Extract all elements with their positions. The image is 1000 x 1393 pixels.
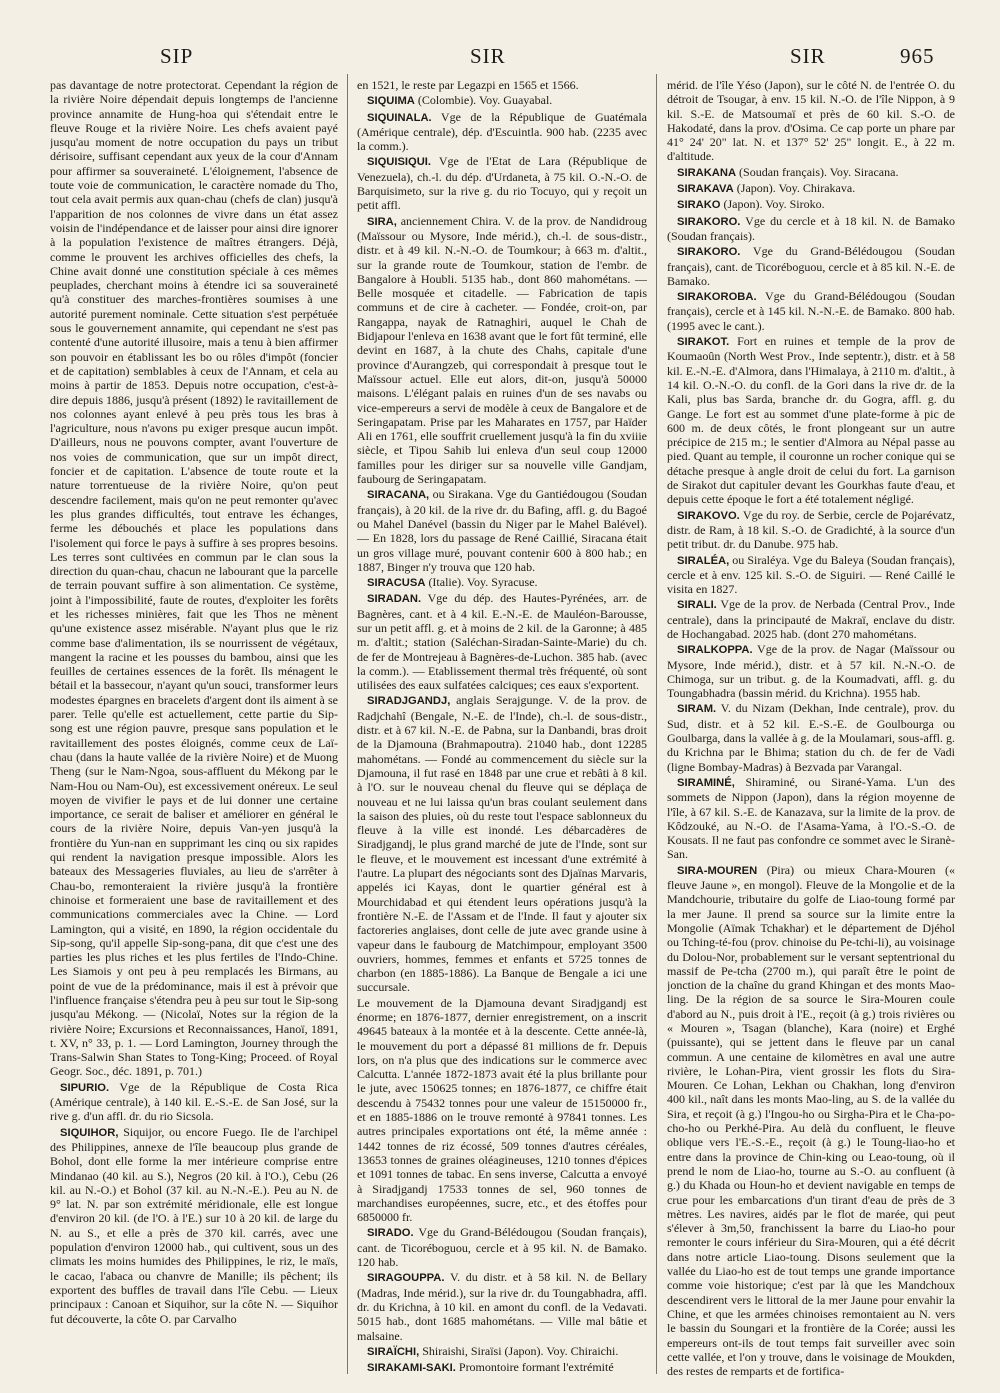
entry-text: anglais Serajgunge. V. de la prov. de Radjchahî (Bengale, N.-E. de l'Inde), ch.-l. de sous-distr., distr. et à 67 kil. N.-E. de Pabna, sur la Danbandi, bras droit de la Djamouna (Brahmapoutra). 21040 hab., dont 12285 mahométans. — Fondé au commencement du siècle sur la Djamouna, il fut rasé en 1848 par une crue et rebâti à 8 kil. à l'O. sur le nouveau chenal du fleuve qui se déplaça de nouveau et ne lui laissa qu'un bras coulant seulement dans la saison des pluies, où du reste tout l'espace sablonneux du fleuve à la ville est inondé. Les débarcadères de Siradjgandj, le plus grand marché de jute de l'Inde, sont sur le fleuve, et le mouvement est incessant d'une extrémité à l'autre. La plupart des négociants sont des Djaïnas Marvaris, appelés ici Kayas, dont le quartier général est à Mourchidabad et qui étendent leurs opérations jusqu'à la frontière N.-E. de l'Assam et de l'Inde. Il faut y ajouter six factoreries anglaises, dont celle de jute avec grande usine à vapeur dans le faubourg de Matchimpour, employant 3500 ouvriers, hommes, femmes et enfants et 5725 tonnes de charbon (en 1885-1886). La Banque de Bengale a ici une succursale. — [357, 693, 647, 995]
entry-text: Vge de l'Etat de Lara (République de Venezuela), ch.-l. du dép. d'Urdaneta, à 75 kil. O.-N.-O. de Barquisimeto, sur la rive g. du rio Tocuyo, qui y reçoit un petit affl. — [357, 154, 647, 213]
entry-text: Vge du Grand-Bélédougou (Soudan français), cant. de Ticoréboguou, cercle et à 95 kil. N. de Bamako. 120 hab. — [357, 1225, 647, 1270]
dictionary-entry — [50, 1125, 338, 1326]
dictionary-entry — [357, 214, 647, 487]
entry-text: (Pira) ou mieux Chara-Mouren (« fleuve Jaune », en mongol). Fleuve de la Mongolie et de la Mandchourie, tributaire du golfe de Liao-toung formé par la mer Jaune. Il prend sa source sur la limite entre la Mongolie (Aïmak Tchakhar) et le département de Djéhol ou Tching-té-fou (prov. chinoise du Pe-tchi-li), au voisinage du Dolou-Nor, probablement sur le versant septentrional du massif de Pe-tcha (2700 m.), qui paraît être le point de jonction de la chaîne du grand Khingan et des monts Mao-ling. De la région de sa source le Sira-Mouren coule d'abord au N., puis droit à l'E., reçoit (à g.) trois rivières ou « Mouren », Tsagan (blanche), Kara (noire) et Erghé (puissante), qui se jettent dans le fleuve par un canal commun. A une centaine de kilomètres en aval une autre rivière, le Lohan-Pira, vient grossir les flots du Sira-Mouren. Ce Lohan, Lekhan ou Chakhan, long d'environ 400 kil., naît dans les monts Mao-ling, au S. de la vallée du Sira, et reçoit (à g.) l'Ingou-ho ou Sirgha-Pira et le Cha-po-cho-ho ou Perkhé-Pira. Au delà du confluent, le fleuve oblique vers l'E.-S.-E., reçoit (à g.) le Toung-liao-ho et entre dans la province de Chin-king ou Leao-toung, où il prend le nom de Liao-ho, tourne au S.-O. au confluent (à g.) du Khada ou Houn-ho et devient navigable en temps de crue pour les embarcations d'un tirant d'eau de près de 3 mètres. Les navires, aidés par le flot de marée, qui peut s'élever à 3m,50, franchissent la barre du Liao-ho pour remonter le cours inférieur du Sira-Mouren, qui a été décrit dans notre article Liao-toung. Disons seulement que la vallée du Liao-ho est de tout temps une grande importance comme voie historique; c'est par là que les Mandchoux descendirent vers le littoral de la mer Jaune pour envahir la Chine, et que les armées chinoises remontaient au N. vers le bassin du Soungari et la frontière de la Corée; aussi les empereurs ont-ils de tout temps fait surveiller avec soin cette vallée, et l'on y trouve, dans le voisinage de Moukden, des restes de remparts et de fortifica- — [667, 862, 955, 1379]
entry-text: Shiraishi, Siraïsi (Japon). Voy. Chiraichi. — [422, 1343, 619, 1358]
entry-text: Vge de la République de Guatémala (Amérique centrale), dép. d'Escuintla. 900 hab. (2235 avec la comm.). — [357, 109, 647, 154]
entry-headword: SIRA-MOUREN — [677, 864, 758, 877]
entry-headword: SIRAM. — [677, 703, 717, 716]
entry-headword: SIRALI. — [677, 599, 717, 612]
column-right — [667, 78, 955, 1383]
entry-text: (Soudan français). Voy. Siracana. — [739, 164, 899, 179]
dictionary-entry — [667, 597, 955, 641]
entry-headword: SIQUISIQUI. — [367, 156, 432, 169]
entry-headword: SIRAKO — [677, 199, 721, 212]
column-left — [50, 78, 338, 1383]
entry-headword: SIRADJGANDJ, — [367, 695, 451, 708]
entry-headword: SIRADO. — [367, 1227, 414, 1240]
entry-text: Le mouvement de la Djamouna devant Siradjgandj est énorme; en 1876-1877, dernier enregistrement, on a inscrit 49645 bateaux à la montée et à la descente. Cette année-là, le mouvement du port a dépassé 81 millions de fr. Depuis lors, on n'a plus que des indications sur le commerce avec Calcutta. L'année 1872-1873 avait été la plus brillante pour le jute, avec 150625 tonnes; en 1876-1877, ce chiffre était descendu à 75432 tonnes pour une valeur de 15150000 fr., et en 1885-1886 on le trouve remonté à 97841 tonnes. Les autres principales exportations ont été, la même année : 1442 tonnes de riz écossé, 509 tonnes d'autres céréales, 13653 tonnes de graines oléagineuses, 1210 tonnes d'épices et 1091 tonnes de tabac. En sens inverse, Calcutta a envoyé à Siradjgandj 17533 tonnes de sel, 960 tonnes de marchandises européennes, sucre, etc., et des étoffes pour 6850000 fr. — [357, 995, 647, 1225]
dictionary-entry — [667, 244, 955, 288]
dictionary-entry — [667, 863, 955, 1379]
dictionary-entry — [357, 1344, 647, 1359]
dictionary-entry — [357, 996, 647, 1225]
entry-text: Vge du Grand-Bélédougou (Soudan français), cant. de Ticoréboguou, cercle et à 85 kil. N.-E. de Bamako. — [667, 244, 955, 288]
entry-headword: SIRAÏCHI, — [367, 1345, 420, 1358]
entry-headword: SIRALÉA, — [677, 554, 730, 567]
dictionary-entry — [667, 214, 955, 244]
dictionary-entry — [667, 165, 955, 180]
entry-headword: SIRAKORO. — [677, 246, 741, 259]
running-head-center: SIR — [470, 44, 506, 68]
column-divider — [347, 74, 348, 1374]
entry-text: Vge du Grand-Bélédougou (Soudan français), cercle et à 145 kil. N.-N.-E. de Bamako. 800 hab. (1995 avec le cant.). — [667, 289, 955, 333]
entry-text: mérid. de l'île Yéso (Japon), sur le côté N. de l'entrée O. du détroit de Tsougar, à env. 15 kil. N.-O. de l'île Nippon, à 9 kil. S.-E. de Matsoumaï et près de 60 kil. S.-O. de Hakodaté, dans la prov. d'Osima. Ce cap porte un phare par 41° 24' 20" lat. N. et 137° 52' 25" longit. E., à 22 m. d'altitude. — [667, 78, 955, 164]
entry-text: anciennement Chira. V. de la prov. de Nandidroug (Maïssour ou Mysore, Inde mérid.), ch.-l. de sous-distr., distr. et à 49 kil. N.-N.-O. de Toumkour; à 663 m. d'altit., sur la grande route de Toumkour, station de l'embr. de Bangalore à Houbli. 5135 hab., dont 860 mahométans. — Belle mosquée et citadelle. — Fabrication de tapis communs et de cire à cacheter. — Fondée, croit-on, par Rangappa, nayak de Ratnaghiri, auquel le Chah de Bidjapour l'enleva en 1638 avant que le fort fût terminé, elle devint en 1687, à la chute des Chahs, capitale d'une province d'Aurangzeb, qui correspondait à presque tout le Maïssour actuel. Elle eut alors, dit-on, jusqu'à 50000 maisons. L'élégant palais en ruines d'un de ses navabs ou vice-empereurs a servi de modèle à ceux de Bangalore et de Seringapatam. Prise par les Maharates en 1757, par Haïder Ali en 1761, elle souffrit cruellement jusqu'à la fin du xviiie siècle, et Tipou Sahib lui enleva d'un seul coup 12000 familles pour les diriger sur sa nouvelle ville Gandjam, faubourg de Seringapatam. — [357, 213, 647, 487]
entry-text: (Colombie). Voy. Guayabal. — [417, 93, 553, 108]
dictionary-entry — [667, 775, 955, 862]
entry-text: (Japon). Voy. Chirakava. — [736, 181, 856, 196]
entry-headword: SIRALKOPPA. — [677, 644, 753, 657]
entry-text: Vge du dép. des Hautes-Pyrénées, arr. de Bagnères, cant. et à 4 kil. E.-N.-E. de Mauléon-Barousse, sur un petit affl. g. et à moins de 2 kil. de la Garonne; à 485 m. d'altit.; station (Saléchan-Siradan-Sainte-Marie) du ch. de fer de Montrejeau à Bagnères-de-Luchon. 385 hab. (avec la comm.). — Etablissement thermal très fréquenté, où sont utilisées des eaux sulfatées calciques; ces eaux s'exportent. — [357, 591, 647, 693]
entry-text: Siquijor, ou encore Fuego. Ile de l'archipel des Philippines, annexe de l'île beaucoup plus grande de Bohol, dont elle forme la mer intérieure comprise entre Mindanao (40 kil. au S.), Negros (20 kil. à l'O.), Cebu (26 kil. au N.-O.) et Bohol (37 kil. au N.-N.-E.). Peu au N. de 9° lat. N. par son extrémité méridionale, elle est longue d'environ 20 kil. (de l'O. à l'E.) sur 10 à 20 kil. de large du N. au S., et elle a près de 370 kil. carrés, avec une population d'environ 12000 hab., qui cultivent, sous un des climats les moins humides des Philippines, le riz, le maïs, le cacao, l'abaca ou chanvre de Manille; ils pêchent; ils exportent des buffles de travail dans l'île Cebu. — Lieux principaux : Canoan et Siquihor, sur la côte N. — Siquihor fut découverte, la côte O. par Carvalho — [50, 1124, 338, 1326]
dictionary-entry — [357, 487, 647, 574]
running-head-right: SIR — [790, 44, 826, 68]
entry-text: ou Sirakana. Vge du Gantiédougou (Soudan français), à 20 kil. de la rive dr. du Bafing, affl. g. du Bagoé ou Mahel Danével (bassin du Niger par le Mahel Balével). — En 1828, lors du passage de René Caillié, Siracana était un gros village muré, pouvant contenir 600 à 800 hab.; en 1887, Binger n'y trouva que 120 hab. — [357, 487, 647, 574]
entry-headword: SIRAGOUPPA. — [367, 1272, 445, 1285]
entry-text: Vge du roy. de Serbie, cercle de Pojarévatz, distr. de Ram, à 18 kil. S.-O. de Gradichté, à la source d'un petit tribut. dr. du Danube. 975 hab. — [667, 507, 955, 552]
entry-headword: SIRAKAVA — [677, 183, 734, 196]
entry-headword: SIRA, — [367, 215, 397, 228]
entry-text: Shiraminé, ou Sirané-Yama. L'un des sommets de Nippon (Japon), dans la région moyenne de l'île, à 67 kil. S.-E. de Kanazava, sur la limite de la prov. de Kôdzouké, au N.-O. de l'Asama-Yama, à l'O.-S.-O. de Kousats. Il ne faut pas confondre ce sommet avec le Siranè-San. — [667, 774, 955, 862]
dictionary-entry — [667, 553, 955, 597]
dictionary-entry — [357, 1360, 647, 1375]
entry-headword: SIRAKAMI-SAKI. — [367, 1362, 456, 1375]
dictionary-entry — [50, 78, 338, 1079]
entry-headword: SIQUIMA — [367, 95, 415, 108]
entry-headword: SIRAMINÉ, — [677, 776, 735, 789]
entry-text: ou Siraléya. Vge du Baleya (Soudan français), cercle et à env. 125 kil. S.-O. de Siguiri. — René Caillé le visita en 1827. — [667, 552, 955, 597]
page-number: 965 — [900, 44, 935, 68]
dictionary-entry — [667, 508, 955, 552]
entry-headword: SIRAKOVO. — [677, 509, 740, 522]
running-head-left: SIP — [160, 44, 194, 68]
dictionary-entry — [667, 78, 955, 164]
entry-headword: SIQUINALA. — [367, 111, 432, 124]
entry-headword: SIQUIHOR, — [60, 1126, 119, 1139]
dictionary-entry — [357, 591, 647, 692]
entry-headword: SIRACANA, — [367, 489, 430, 502]
dictionary-entry — [667, 181, 955, 196]
entry-text: Fort en ruines et temple de la prov de Koumaoûn (North West Prov., Inde septentr.), distr. et à 58 kil. E.-N.-E. d'Almora, dans l'Himalaya, à 2110 m. d'altit., à 14 kil. O.-N.-O. du confl. de la Gori dans la rive dr. de la Kali, plus bas Sarda, branche dr. du Gogra, affl. g. du Gange. Le fort est au sommet d'une plate-forme à pic de 600 m. de deux côtés, le front plongeant sur un autre précipice de 215 m.; le sentier d'Almora au Népal passe au pied. Quant au temple, il couronne un rocher conique qui se détache presque à angle droit de celui du fort. La garnison de Sirakot dut capituler devant les Gourkhas faute d'eau, et depuis cette époque le fort a été totalement négligé. — [667, 334, 955, 507]
dictionary-entry — [50, 1080, 338, 1124]
dictionary-entry — [357, 93, 647, 108]
dictionary-entry — [357, 110, 647, 154]
entry-text: en 1521, le reste par Legazpi en 1565 et 1566. — [357, 78, 579, 92]
column-center — [357, 78, 647, 1383]
column-divider — [656, 74, 657, 1374]
entry-text: Promontoire formant l'extrémité — [458, 1360, 614, 1375]
dictionary-entry — [357, 154, 647, 212]
dictionary-entry — [667, 701, 955, 773]
entry-headword: SIRAKANA — [677, 166, 737, 179]
entry-text: Vge de la République de Costa Rica (Amérique centrale), à 140 kil. E.-S.-E. de San José, sur la rive g. d'un affl. dr. du rio Sicsola. — [50, 1079, 338, 1124]
entry-text: Vge de la prov. de Nagar (Maïssour ou Mysore, Inde mérid.), distr. et à 57 kil. N.-N.-O. de Chimoga, sur un tribut. g. de la Koumadvati, affl. g. du Toungabhadra (bassin mérid. du Krichna). 1955 hab. — [667, 642, 955, 701]
entry-headword: SIRAKORO. — [677, 215, 741, 228]
entry-text: V. du distr. et à 58 kil. N. de Bellary (Madras, Inde mérid.), sur la rive dr. du Toungabhadra, affl. dr. du Krichna, à 10 kil. en amont du confl. de la Vedavati. 5015 hab., dont 1685 mahométans. — Ville mal bâtie et malsaine. — [357, 1270, 647, 1343]
dictionary-entry — [357, 1225, 647, 1269]
dictionary-entry — [667, 642, 955, 700]
entry-text: Vge du cercle et à 18 kil. N. de Bamako (Soudan français). — [667, 213, 955, 243]
dictionary-entry — [357, 693, 647, 994]
entry-text: V. du Nizam (Dekhan, Inde centrale), prov. du Sud, distr. et à 52 kil. E.-S.-E. de Goulbourga ou Goulbarga, dans la vallée à g. de la Moulamari, sous-affl. g. du Krichna par le Bhima; station du ch. de fer de Vadi (ligne Bombay-Madras) à Bezvada par Varangal. — [667, 701, 955, 774]
entry-text: (Japon). Voy. Siroko. — [723, 197, 825, 212]
page-header — [0, 44, 1000, 74]
entry-headword: SIRAKOT. — [677, 336, 730, 349]
entry-text: pas davantage de notre protectorat. Cependant la région de la rivière Noire dépendait depuis longtemps de l'ancienne province annamite de Hung-hoa qui s'étendait entre le fleuve Rouge et la rivière Noire. Les chefs avaient payé jusqu'au moment de notre occupation du pays un tribut dérisoire, suffisant cependant aux yeux de la cour d'Annam pour affirmer sa souveraineté. L'éloignement, l'absence de toute voie de communication, le caractère nomade du Tho, tout cela avait permis aux quan-chau (chefs de clan) jusqu'à l'apparition de nos colonnes de vivre dans un état assez voisin de l'indépendance et de laisser pour ainsi dire ignorer à la population l'existence de maîtres étrangers. Déjà, comme le prouvent les archives officielles des chefs, la Chine avait donné une constitution spéciale à ces mêmes peuplades, cherchant moins à étendre ici sa souveraineté qu'à constituer des marches-frontières soumises à une autorité purement nominale. Cette situation s'est perpétuée sous le gouvernement annamite, qui cependant ne s'est pas contenté d'une autorité illusoire, mais a tenu à bien affirmer son pouvoir en établissant les bo ou rôles d'impôt (foncier et de capitation) semblables à ceux de l'Annam, et cela au moins à partir de 1853. Depuis notre occupation, c'est-à-dire depuis 1886, jusqu'à présent (1892) le ravitaillement de nos colonnes ayant enlevé à peu près tous les bras à l'agriculture, nous n'avons pu exiger presque aucun impôt. D'ailleurs, nous ne pouvons compter, avant l'ouverture de nos voies de communication, que sur un impôt direct, foncier et de capitation. L'absence de toute route et la nature torrentueuse de la rivière Noire, qu'on peut descendre facilement, mais qu'on ne peut remonter qu'avec les plus grandes difficultés, tout entrave les échanges, ferme les débouchés et place les populations dans l'isolement qui force le pays à suffire à ses propres besoins. Les terres sont cultivées en commun par le clan sous la direction du quan-chau, chacun ne labourant que la parcelle de terrain pouvant suffire à son alimentation. Ce système, joint à l'impossibilité, faute de routes, d'exploiter les forêts et les richesses minières, fait que les Thos ne mènent qu'une existence assez misérable. N'ayant plus que le riz comme base d'alimentation, ils se nourrissent de végétaux, mangent la racine et les pousses du bambou, ainsi que les feuilles de certaines essences de la forêt. Ils ménagent le bétail et la bassecour, n'ayant qu'un souci, transformer leurs modestes épargnes en bracelets d'argent dont ils aiment à se parer. Telle qu'elle est actuellement, cette partie du Sip-song est une région pauvre, presque sans population et le ravitaillement des postes éloignés, comme ceux de Laï-chau (dans la haute vallée de la rivière Noire) et de Muong Theng (sur le Nam-Ngoa, sous-affluent du Mékong par le Nam-Hou ou Nam-Ou), est excessivement onéreux. Le seul moyen de vivifier le pays et de lui donner une certaine importance, ce serait de baliser et améliorer en général le cours de la rivière Noire, depuis Van-yen jusqu'à la frontière du Yun-nan en supprimant les cinq ou six rapides qui rendent la navigation presque impossible. Alors les bateaux des Messageries fluviales, au lieu de s'arrêter à Chau-bo, remonteraient la rivière jusqu'à la frontière chinoise et formeraient une base de ravitaillement et des communications commerciales avec la Chine. — Lord Lamington, qui a visité, en 1890, la région occidentale du Sip-song, qu'il appelle Sip-song-pana, dit que c'est une des parties les plus riches et les plus fertiles de l'Indo-Chine. Les Siamois y ont peu à peu remplacés les Birmans, au point de vue de la prédominance, mais il est à prévoir que l'influence française s'étendra peu à peu sur tout le Sip-song jusqu'au Mékong. — (Nicolaï, Notes sur la région de la rivière Noire; Excursions et Reconnaissances, Hanoï, 1891, t. XV, n° 33, p. 1. — Lord Lamington, Journey through the Trans-Salwin Shan States to Tong-King; Proceed. of Royal Geogr. Soc., déc. 1891, p. 701.) — [50, 78, 338, 1079]
entry-headword: SIRACUSA — [367, 577, 426, 590]
dictionary-entry — [357, 575, 647, 590]
entry-text: Vge de la prov. de Nerbada (Central Prov., Inde centrale), dans la principauté de Makraï, enclave du distr. de Hochangabad. 2025 hab. (dont 270 mahométans. — [667, 597, 955, 641]
dictionary-entry — [667, 197, 955, 212]
entry-headword: SIPURIO. — [60, 1081, 110, 1094]
entry-text: (Italie). Voy. Syracuse. — [428, 575, 538, 590]
dictionary-entry — [667, 289, 955, 333]
dictionary-entry — [357, 78, 647, 92]
dictionary-entry — [667, 334, 955, 507]
dictionary-entry — [357, 1270, 647, 1342]
entry-headword: SIRAKOROBA. — [677, 291, 757, 304]
entry-headword: SIRADAN. — [367, 593, 422, 606]
